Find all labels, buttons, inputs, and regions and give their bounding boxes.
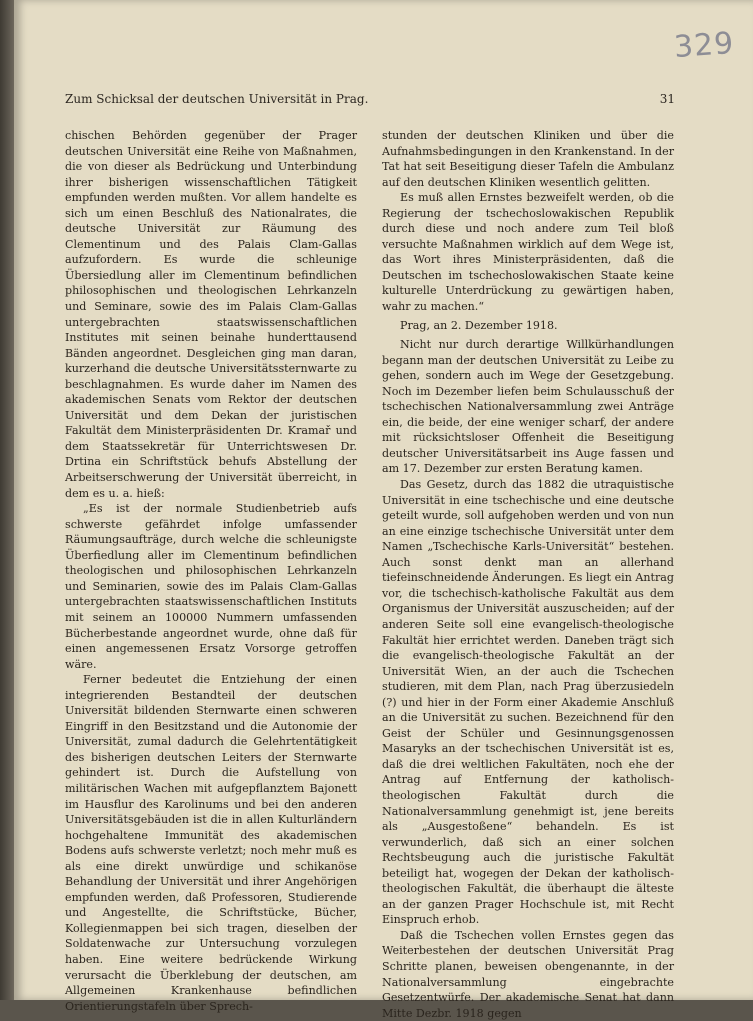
paragraph: Das Gesetz, durch das 1882 die utraquistische Universität in eine tschechische und eine deutsche geteilt wurde, soll aufgehoben werden und von nun an eine einzige tschechische Universität unter dem Namen „Tschechische Karls-Universität“ bestehen. Auch sonst denkt man an allerhand tiefeinschneidende Änderungen. Es liegt ein Antrag vor, die tschechisch-katholische Fakultät aus dem Organismus der Universität auszuscheiden; auf der anderen Seite soll eine evangelisch-theologische Fakultät hier errichtet werden. Daneben trägt sich die evangelisch-theologische Fakultät an der Universität Wien, an der auch die Tschechen studieren, mit dem Plan, nach Prag überzusiedeln (?) und hier in der Form einer Akademie Anschluß an die Universität zu suchen. Bezeichnend für den Geist der Schüler und Gesinnungsgenossen Masaryks an der tschechischen Universität ist es, daß die drei weltlichen Fakultäten, noch ehe der Antrag auf Entfernung der katholisch-theologischen Fakultät durch die Nationalversammlung genehmigt ist, jene bereits als „Ausgestoßene“ behandeln. Es ist verwunderlich, daß sich an einer solchen Rechtsbeugung auch die juristische Fakultät beteiligt hat, wogegen der Dekan der katholisch-theologischen Fakultät, die überhaupt die älteste an der ganzen Prager Hochschule ist, mit Recht Einspruch erhob. [382,478,675,927]
document-page [14,0,753,1020]
paragraph: Es muß allen Ernstes bezweifelt werden, ob die Regierung der tschechoslowakischen Republik durch diese und noch andere zum Teil bloß versuchte Maßnahmen wirklich auf dem Wege ist, das Wort ihres Ministerpräsidenten, daß die Deutschen im tschechoslowakischen Staate keine kulturelle Unterdrückung zu gewärtigen haben, wahr zu machen.“ [382,191,674,314]
dateline: Prag, an 2. Dezember 1918. [400,318,558,332]
right-column [382,128,674,1021]
paragraph: chischen Behörden gegenüber der Prager deutschen Universität eine Reihe von Maßnahmen, die von dieser als Bedrückung und Unterbindung ihrer bisherigen wissenschaftlichen Tätigkeit empfunden werden mußten. Vor allem handelte es sich um einen Beschluß des Nationalrates, die deutsche Universität zur Räumung des Clementinum und des Palais Clam-Gallas aufzufordern. Es wurde die schleunige Übersiedlung aller im Clementinum befindlichen philosophischen und theologischen Lehrkanzeln und Seminare, sowie des im Palais Clam-Gallas untergebrachten staatswissenschaftlichen Institutes mit seinen beinahe hunderttausend Bänden angeordnet. Desgleichen ging man daran, kurzerhand die deutsche Universitätssternwarte zu beschlagnahmen. Es wurde daher im Namen des akademischen Senats vom Rektor der deutschen Universität und dem Dekan der juristischen Fakultät dem Ministerpräsidenten Dr. Kramař und dem Staatssekretär für Unterrichtswesen Dr. Drtina ein Schriftstück behufs Abstellung der Arbeitserschwerung der Universität überreicht, in dem es u. a. hieß: [65,129,357,500]
running-head [65,92,675,110]
quoted-paragraph: „Es ist der normale Studienbetrieb aufs schwerste gefährdet infolge umfassender Räumungsaufträge, durch welche die schleunigste Überfiedlung aller im Clementinum befindlichen theologischen und philosophischen Lehrkanzeln und Seminarien, sowie des im Palais Clam-Gallas untergebrachten staatswissenschaftlichen Instituts mit seinem an 100000 Nummern umfassenden Bücherbestande angeordnet wurde, ohne daß für einen angemessenen Ersatz Vorsorge getroffen wäre. [65,502,357,671]
running-head-title: Zum Schicksal der deutschen Universität in Prag. [65,92,369,106]
left-column [65,128,357,1014]
paragraph: Ferner bedeutet die Entziehung der einen integrierenden Bestandteil der deutschen Universität bildenden Sternwarte einen schweren Eingriff in den Besitzstand und die Autonomie der Universität, zumal dadurch die Gelehrtentätigkeit des bisherigen deutschen Leiters der Sternwarte gehindert ist. Durch die Aufstellung von militärischen Wachen mit aufgepflanztem Bajonett im Hausflur des Karolinums und bei den anderen Universitätsgebäuden ist die in allen Kulturländern hochgehaltene Immunität des akademischen Bodens aufs schwerste verletzt; noch mehr muß es als eine direkt unwürdige und schikanöse Behandlung der Universität und ihrer Angehörigen empfunden werden, daß Professoren, Studierende und Angestellte, die Schriftstücke, Bücher, Kollegienmappen bei sich tragen, dieselben der Soldatenwache zur Untersuchung vorzulegen haben. Eine weitere bedrückende Wirkung verursacht die Überklebung der deutschen, am Allgemeinen Krankenhause befindlichen Orientierungstafeln über Sprech- [65,673,357,1013]
paragraph: Daß die Tschechen vollen Ernstes gegen das Weiterbestehen der deutschen Universität Prag Schritte planen, beweisen obengenannte, in der Nationalversammlung eingebrachte Gesetzentwürfe. Der akademische Senat hat dann Mitte Dezbr. 1918 gegen [382,928,674,1020]
paragraph: Nicht nur durch derartige Willkürhandlungen begann man der deutschen Universität zu Leibe zu gehen, sondern auch im Wege der Gesetzgebung. Noch im Dezember liefen beim Schulausschuß der tschechischen Nationalversammlung zwei Anträge ein, die beide, der eine weniger scharf, der andere mit rücksichtsloser Offenheit die Beseitigung deutscher Universitätsarbeit ins Auge fassen und am 17. Dezember zur ersten Beratung kamen. [382,338,674,476]
page-number: 31 [659,92,675,106]
paragraph: stunden der deutschen Kliniken und über die Aufnahmsbedingungen in den Krankenstand. In der Tat hat seit Beseitigung dieser Tafeln die Ambulanz auf den deutschen Kliniken wesentlich gelitten. [382,129,674,189]
handwritten-folio-number: 329 [672,25,736,66]
page-binding-edge [0,0,14,1000]
